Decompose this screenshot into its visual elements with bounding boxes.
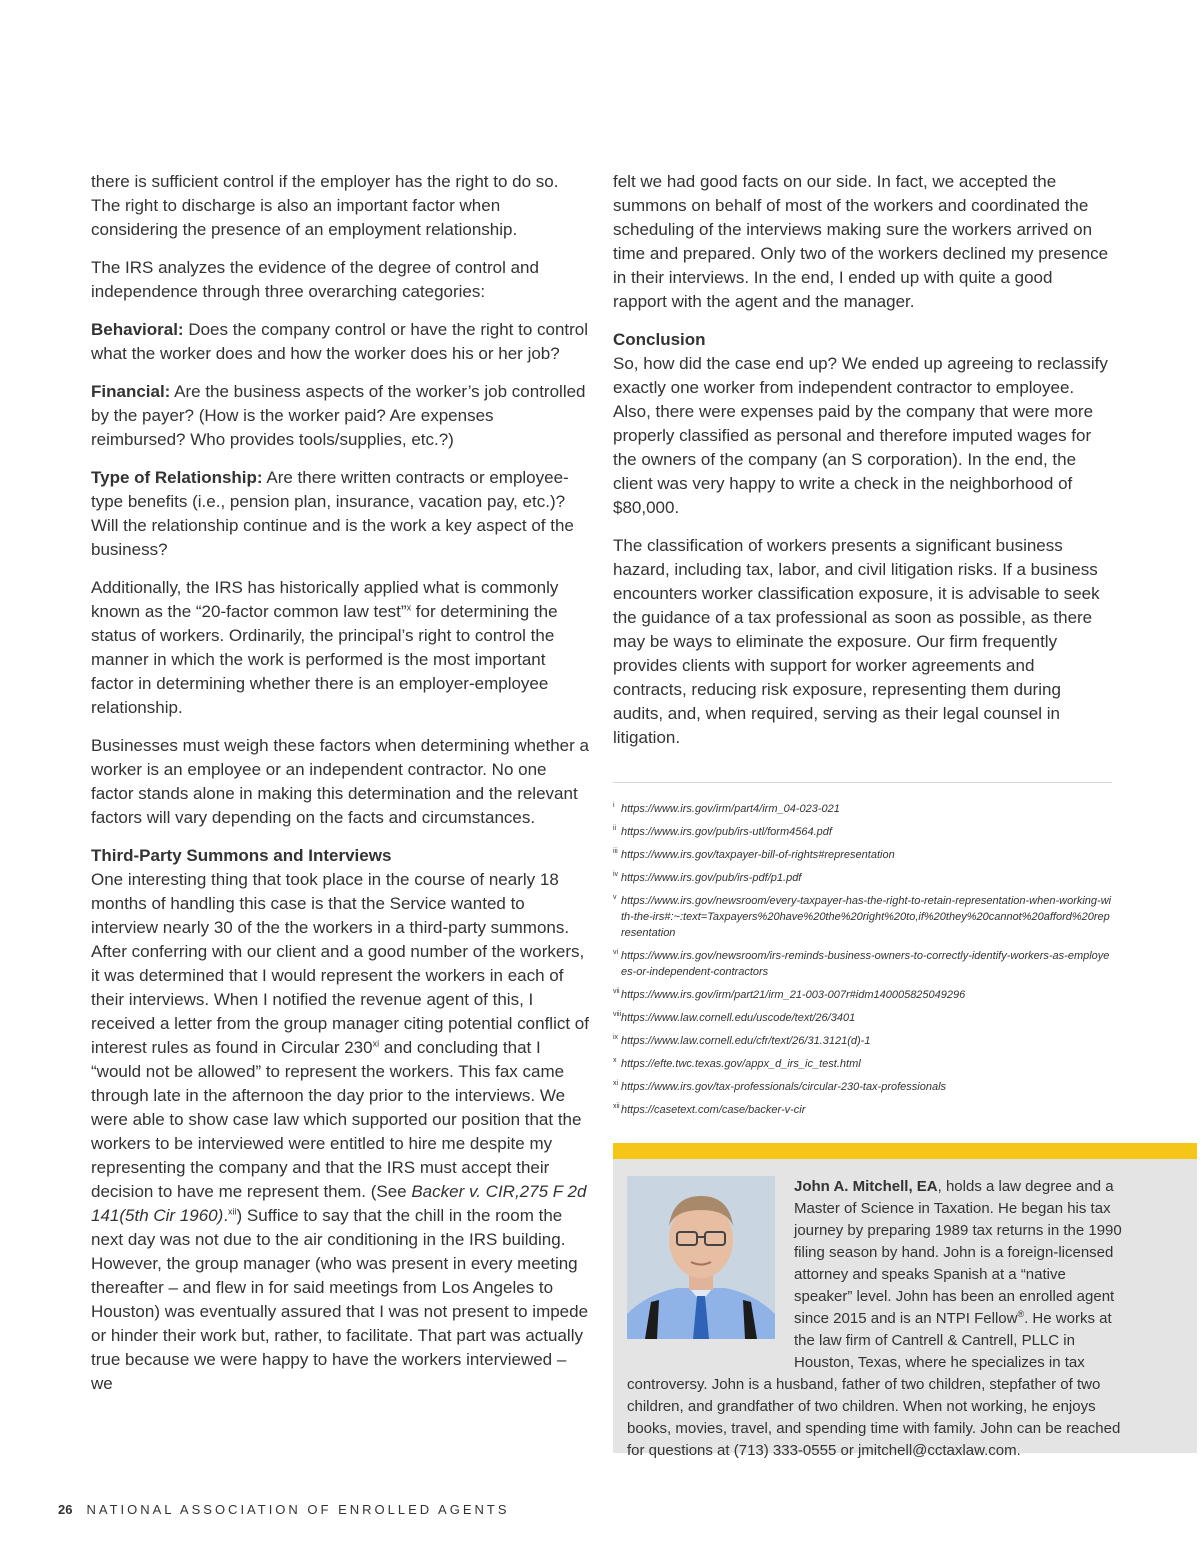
behavioral-label: Behavioral:	[91, 320, 184, 339]
page-footer	[58, 1502, 510, 1517]
bio-text-span: , holds a law degree and a Master of Science in Taxation. He began his tax journey by preparing 1989 tax returns in the 1990 filing season by hand. John is a foreign-licensed attorney and speaks Spanish at a “native speaker” level. John has been an enrolled agent since 2015 and is an NTPI Fellow	[794, 1178, 1122, 1327]
endnotes-list	[613, 801, 1112, 1125]
paragraph-20-factor	[91, 576, 589, 720]
endnotes-divider	[613, 782, 1112, 783]
endnote-marker: ii	[613, 825, 617, 832]
endnote	[613, 1079, 1112, 1095]
paragraph-businesses: Businesses must weigh these factors when determining whether a worker is an employee or an independent contractor. No one factor stands alone in making this determination and the relevant factors will vary depending on the facts and circumstances.	[91, 736, 589, 827]
endnote-link[interactable]: https://www.irs.gov/newsroom/every-taxpayer-has-the-right-to-retain-representation-when-working-with-the-irs#:~:text=Taxpayers%20have%20the%20right%20to,if%20they%20cannot%20afford%20representation	[621, 895, 1112, 939]
text-span: ) Suffice to say that the chill in the room the next day was not due to the air conditioning in the IRS building. However, the group manager (who was present in every meeting thereafter – and flew in for said meetings from Los Angeles to Houston) was eventually assured that I was not present to impede or hinder their work but, rather, to facilitate. That part was actually true because we were happy to have the workers interviewed – we	[91, 1206, 589, 1393]
paragraph-financial	[91, 380, 589, 452]
publication-name: NATIONAL ASSOCIATION OF ENROLLED AGENTS	[86, 1502, 510, 1517]
endnote-link[interactable]: https://www.irs.gov/taxpayer-bill-of-rights#representation	[621, 849, 895, 861]
endnote-link[interactable]: https://www.law.cornell.edu/cfr/text/26/31.3121(d)-1	[621, 1035, 871, 1047]
section-heading-summons: Third-Party Summons and Interviews	[91, 846, 392, 865]
endnote-marker: xii	[613, 1103, 620, 1110]
page-number: 26	[58, 1502, 73, 1517]
endnote	[613, 893, 1112, 941]
endnote-link[interactable]: https://www.irs.gov/irm/part21/irm_21-003-007r#idm140005825049296	[621, 989, 966, 1001]
endnote-link[interactable]: https://www.law.cornell.edu/uscode/text/26/3401	[621, 1012, 856, 1024]
endnote-marker: i	[613, 802, 615, 809]
paragraph-conclusion: So, how did the case end up? We ended up agreeing to reclassify exactly one worker from independent contractor to employee. Also, there were expenses paid by the company that were more properly classified as personal and therefore imputed wages for the owners of the company (an S corporation). In the end, the client was very happy to write a check in the neighborhood of $80,000.	[613, 354, 1108, 517]
behavioral-text: Does the company control or have the right to control what the worker does and how the worker does his or her job?	[91, 320, 589, 363]
endnote	[613, 847, 1112, 863]
endnote-marker: iv	[613, 871, 619, 878]
endnote-link[interactable]: https://www.irs.gov/irm/part4/irm_04-023-021	[621, 803, 840, 815]
paragraph-categories: The IRS analyzes the evidence of the degree of control and independence through three overarching categories:	[91, 258, 539, 301]
endnote-marker: vi	[613, 949, 619, 956]
section-heading-conclusion: Conclusion	[613, 330, 706, 349]
relationship-text: Are there written contracts or employee-type benefits (i.e., pension plan, insurance, vacation pay, etc.)? Will the relationship continue and is the work a key aspect of the business?	[91, 468, 574, 559]
text-span: for determining the status of workers. Ordinarily, the principal’s right to control the manner in which the work is performed is the most important factor in determining whether there is an employer-employee relationship.	[91, 602, 558, 717]
endnote	[613, 948, 1112, 980]
endnote	[613, 1033, 1112, 1049]
text-span: .	[223, 1206, 229, 1225]
relationship-label: Type of Relationship:	[91, 468, 263, 487]
endnote-link[interactable]: https://www.irs.gov/tax-professionals/circular-230-tax-professionals	[621, 1081, 947, 1093]
bio-text-span: . He works at the law firm of Cantrell & Cantrell, PLLC in Houston, Texas, where he specializes in tax controversy. John is a husband, father of two children, stepfather of two children, and grandfather of two children. When not working, he enjoys books, movies, travel, and spending time with family. John can be reached for questions at (713) 333-0555 or jmitchell@cctaxlaw.com.	[627, 1310, 1121, 1459]
paragraph-summons	[91, 868, 589, 1396]
endnote-marker: ix	[613, 1034, 619, 1041]
endnote	[613, 1102, 1112, 1118]
endnote	[613, 824, 1112, 840]
financial-label: Financial:	[91, 382, 171, 401]
endnote-marker: vii	[613, 988, 620, 995]
endnote	[613, 1056, 1112, 1072]
paragraph-behavioral	[91, 318, 589, 366]
endnote-ref: x	[406, 602, 412, 613]
endnote-marker: v	[613, 894, 617, 901]
endnote	[613, 801, 1112, 817]
paragraph-classification: The classification of workers presents a significant business hazard, including tax, labor, and civil litigation risks. If a business encounters worker classification exposure, it is advisable to seek the guidance of a tax professional as soon as possible, as there may be ways to eliminate the exposure. Our firm frequently provides clients with support for worker agreements and contracts, reducing risk exposure, representing them during audits, and, when required, serving as their legal counsel in litigation.	[613, 536, 1100, 747]
endnote-ref: xi	[372, 1038, 380, 1049]
paragraph-relationship	[91, 466, 589, 562]
endnote-marker: xi	[613, 1080, 619, 1087]
endnote	[613, 870, 1112, 886]
endnote-link[interactable]: https://casetext.com/case/backer-v-cir	[621, 1104, 806, 1116]
case-citation: Backer v. CIR,275 F 2d 141(5th Cir 1960)	[91, 1182, 587, 1225]
endnote-link[interactable]: https://www.irs.gov/pub/irs-pdf/p1.pdf	[621, 872, 802, 884]
endnote-marker: x	[613, 1057, 617, 1064]
left-column	[91, 170, 589, 1410]
accent-bar	[613, 1143, 1197, 1159]
endnote-link[interactable]: https://efte.twc.texas.gov/appx_d_irs_ic_test.html	[621, 1058, 861, 1070]
paragraph-continued: felt we had good facts on our side. In fact, we accepted the summons on behalf of most of the workers and coordinated the scheduling of the interviews making sure the workers arrived on time and prepared. Only two of the workers declined my presence in their interviews. In the end, I ended up with quite a good rapport with the agent and the manager.	[613, 172, 1109, 311]
endnote	[613, 987, 1112, 1003]
financial-text: Are the business aspects of the worker’s job controlled by the payer? (How is the worker paid? Are expenses reimbursed? Who provides tools/supplies, etc.?)	[91, 382, 586, 449]
endnote-ref: xii	[228, 1206, 237, 1217]
endnote	[613, 1010, 1112, 1026]
endnote-marker: iii	[613, 848, 618, 855]
endnote-link[interactable]: https://www.irs.gov/newsroom/irs-reminds-business-owners-to-correctly-identify-workers-as-employees-or-independent-contractors	[621, 950, 1110, 978]
author-bio-text	[627, 1176, 1123, 1462]
right-column	[613, 170, 1111, 764]
endnote-link[interactable]: https://www.irs.gov/pub/irs-utl/form4564.pdf	[621, 826, 832, 838]
registered-mark: ®	[1017, 1309, 1025, 1319]
photo-spacer	[627, 1176, 780, 1356]
endnote-marker: viii	[613, 1011, 622, 1018]
author-name: John A. Mitchell, EA	[794, 1178, 938, 1195]
text-span: Additionally, the IRS has historically applied what is commonly known as the “20-factor common law test”	[91, 578, 559, 621]
text-span: and concluding that I “would not be allowed” to represent the workers. This fax came through late in the afternoon the day prior to the interviews. We were able to show case law which supported our position that the workers to be interviewed were entitled to hire me despite my representing the company and that the IRS must accept their decision to have me represent them. (See	[91, 1038, 582, 1201]
text-span: One interesting thing that took place in the course of nearly 18 months of handling this case is that the Service wanted to interview nearly 30 of the the workers in a third-party summons. After conferring with our client and a good number of the workers, it was determined that I would represent the workers in each of their interviews. When I notified the revenue agent of this, I received a letter from the group manager citing potential conflict of interest rules as found in Circular 230	[91, 870, 589, 1057]
author-bio-box	[613, 1159, 1197, 1459]
paragraph-control: there is sufficient control if the employer has the right to do so. The right to discharge is also an important factor when considering the presence of an employment relationship.	[91, 172, 559, 239]
